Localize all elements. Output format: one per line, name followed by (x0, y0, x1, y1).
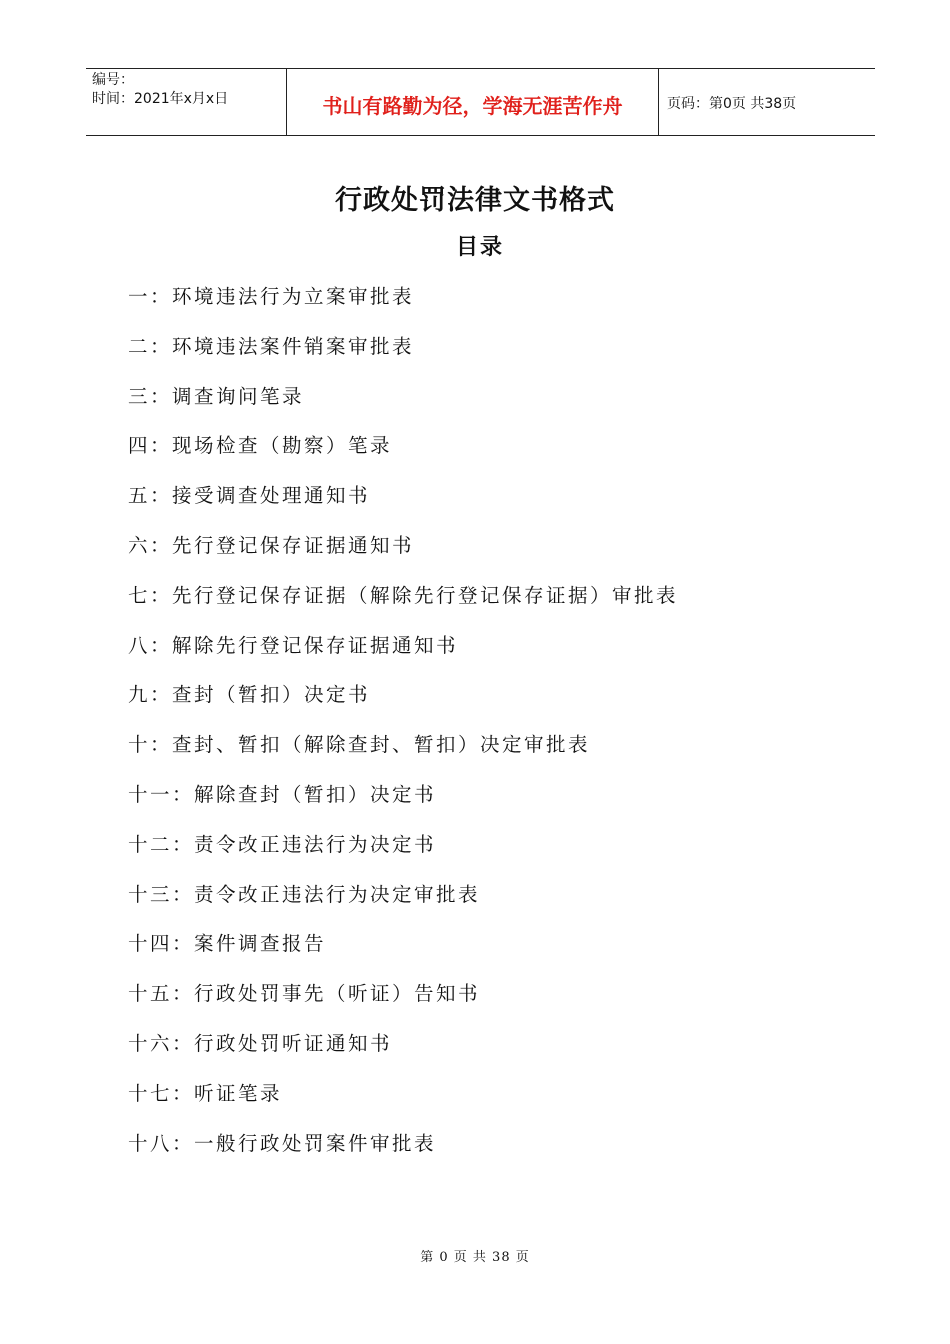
toc-item: 四：现场检查（勘察）笔录 (128, 434, 393, 458)
toc-item: 八：解除先行登记保存证据通知书 (128, 633, 459, 657)
table-of-contents (128, 282, 678, 1178)
document-title: 行政处罚法律文书格式 (335, 185, 615, 216)
header-table (86, 68, 875, 136)
toc-item: 十：查封、暂扣（解除查封、暂扣）决定审批表 (128, 733, 591, 757)
toc-item: 十五：行政处罚事先（听证）告知书 (128, 982, 481, 1006)
toc-item: 五：接受调查处理通知书 (128, 484, 371, 508)
toc-heading: 目录 (455, 235, 504, 260)
toc-item: 十一：解除查封（暂扣）决定书 (128, 782, 437, 806)
toc-item: 十七：听证笔录 (128, 1081, 283, 1105)
header-meta-cell (86, 69, 286, 135)
header-page-info: 页码：第0页 共38页 (667, 96, 797, 112)
toc-item: 十六：行政处罚听证通知书 (128, 1031, 393, 1055)
toc-item: 一：环境违法行为立案审批表 (128, 285, 415, 308)
page-footer: 第 0 页 共 38 页 (420, 1250, 530, 1265)
toc-item: 三：调查询问笔录 (128, 384, 305, 408)
toc-item: 十四：案件调查报告 (128, 932, 327, 956)
document-time: 时间：2021年x月x日 (92, 91, 229, 107)
toc-item: 六：先行登记保存证据通知书 (128, 533, 415, 557)
toc-item: 九：查封（暂扣）决定书 (128, 683, 371, 707)
toc-item: 二：环境违法案件销案审批表 (128, 334, 415, 358)
header-motto: 书山有路勤为径，学海无涯苦作舟 (286, 69, 659, 135)
toc-item: 十八：一般行政处罚案件审批表 (128, 1131, 437, 1155)
document-number-label: 编号： (92, 72, 134, 88)
toc-item: 十二：责令改正违法行为决定书 (128, 832, 437, 856)
toc-item: 十三：责令改正违法行为决定审批表 (128, 882, 481, 906)
toc-item: 七：先行登记保存证据（解除先行登记保存证据）审批表 (128, 583, 679, 607)
